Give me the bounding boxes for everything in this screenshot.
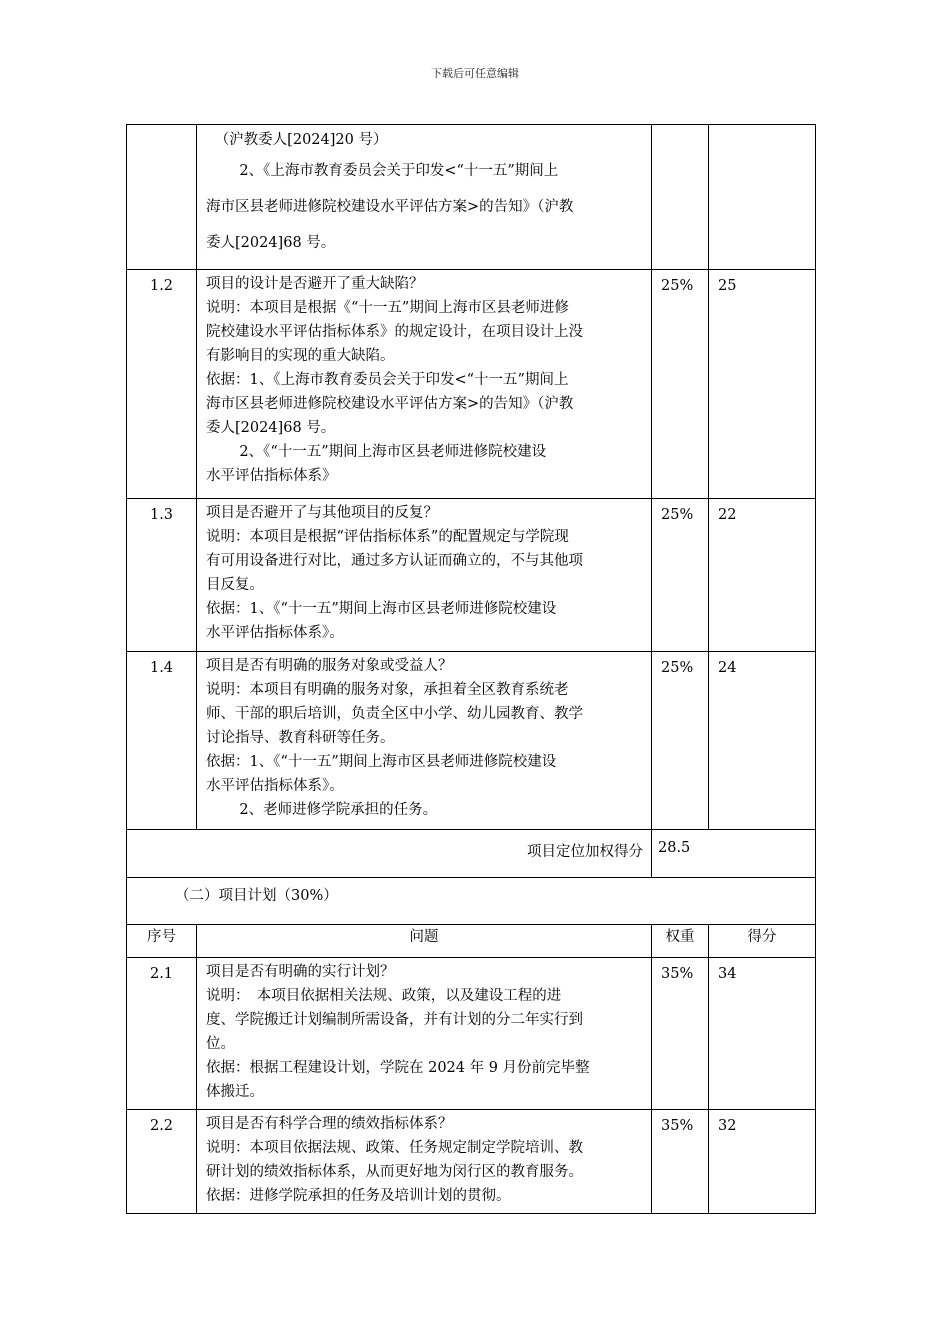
text-line: 委人[2024]68 号。: [206, 420, 336, 436]
text-line: （沪教委人[2024]20 号）: [214, 132, 388, 148]
text-line: 目反复。: [206, 577, 264, 593]
row-number: 2.2: [127, 1110, 197, 1214]
score-value: 22: [709, 499, 816, 652]
text-line: 依据：1、《上海市教育委员会关于印发<“十一五”期间上: [206, 372, 569, 388]
weight-value: 25%: [652, 270, 709, 499]
question-cell: [197, 125, 652, 270]
weight-value: 25%: [652, 499, 709, 652]
score-value: 32: [709, 1110, 816, 1214]
weight-cell: [652, 125, 709, 270]
text-line: 项目是否避开了与其他项目的反复？: [206, 505, 438, 521]
weight-value: 35%: [652, 1110, 709, 1214]
text-line: 依据：根据工程建设计划，学院在 2024 年 9 月份前完毕整: [206, 1060, 590, 1076]
text-line: 说明：本项目依据法规、政策、任务规定制定学院培训、教: [206, 1140, 583, 1156]
section-row: [127, 878, 816, 925]
table-row-continuation: [127, 125, 816, 270]
row-number: 1.4: [127, 652, 197, 830]
text-line: 项目是否有明确的服务对象或受益人？: [206, 658, 453, 674]
text-line: 院校建设水平评估指标体系》的规定设计，在项目设计上没: [206, 324, 583, 340]
weight-value: 25%: [652, 652, 709, 830]
row-number: 1.2: [127, 270, 197, 499]
text-line: 项目是否有科学合理的绩效指标体系？: [206, 1116, 453, 1132]
question-cell: [197, 270, 652, 499]
question-cell: [197, 1110, 652, 1214]
text-line: 师、干部的职后培训，负责全区中小学、幼儿园教育、教学: [206, 706, 583, 722]
summary-row: [127, 830, 816, 878]
table-row: [127, 958, 816, 1110]
text-line: 项目是否有明确的实行计划？: [206, 964, 395, 980]
row-number-cell: [127, 125, 197, 270]
table-row: [127, 499, 816, 652]
text-line: 委人[2024]68 号。: [206, 235, 336, 251]
evaluation-table: [126, 124, 816, 1214]
score-value: 34: [709, 958, 816, 1110]
text-line: 2、老师进修学院承担的任务。: [239, 802, 438, 818]
text-line: 水平评估指标体系》。: [206, 778, 344, 794]
question-cell: [197, 958, 652, 1110]
text-line: 有影响目的实现的重大缺陷。: [206, 348, 395, 364]
text-line: 讨论指导、教育科研等任务。: [206, 730, 395, 746]
text-line: 体搬迁。: [206, 1084, 264, 1100]
text-line: 水平评估指标体系》。: [206, 625, 344, 641]
text-line: 2、《上海市教育委员会关于印发<“十一五”期间上: [239, 163, 559, 179]
text-line: 依据：1、《“十一五”期间上海市区县老师进修院校建设: [206, 601, 557, 617]
text-line: 依据：1、《“十一五”期间上海市区县老师进修院校建设: [206, 754, 557, 770]
question-cell: [197, 652, 652, 830]
text-line: 有可用设备进行对比，通过多方认证而确立的，不与其他项: [206, 553, 583, 569]
text-line: 研计划的绩效指标体系，从而更好地为闵行区的教育服务。: [206, 1164, 583, 1180]
text-line: 说明：本项目有明确的服务对象，承担着全区教育系统老: [206, 682, 569, 698]
score-value: 24: [709, 652, 816, 830]
text-line: 依据：进修学院承担的任务及培训计划的贯彻。: [206, 1188, 511, 1204]
header-question: 问题: [197, 925, 652, 958]
header-number: 序号: [127, 925, 197, 958]
text-line: 位。: [206, 1036, 235, 1052]
text-line: 说明： 本项目依据相关法规、政策，以及建设工程的进: [206, 988, 562, 1004]
summary-value: 28.5: [652, 830, 816, 878]
table-row: [127, 270, 816, 499]
section-title: （二）项目计划（30%）: [127, 878, 816, 925]
weight-value: 35%: [652, 958, 709, 1110]
score-cell: [709, 125, 816, 270]
question-cell: [197, 499, 652, 652]
score-value: 25: [709, 270, 816, 499]
header-weight: 权重: [652, 925, 709, 958]
text-line: 海市区县老师进修院校建设水平评估方案>的告知》（沪教: [206, 199, 574, 215]
row-number: 2.1: [127, 958, 197, 1110]
table-header-row: [127, 925, 816, 958]
row-number: 1.3: [127, 499, 197, 652]
text-line: 海市区县老师进修院校建设水平评估方案>的告知》（沪教: [206, 396, 574, 412]
table-row: [127, 1110, 816, 1214]
text-line: 水平评估指标体系》: [206, 468, 337, 484]
text-line: 度、学院搬迁计划编制所需设备，并有计划的分二年实行到: [206, 1012, 583, 1028]
table-row: [127, 652, 816, 830]
text-line: 2、《“十一五”期间上海市区县老师进修院校建设: [239, 444, 547, 460]
summary-label: 项目定位加权得分: [127, 830, 652, 878]
page-header: 下载后可任意编辑: [431, 67, 519, 80]
text-line: 说明：本项目是根据《“十一五”期间上海市区县老师进修: [206, 300, 569, 316]
header-score: 得分: [709, 925, 816, 958]
text-line: 说明：本项目是根据“评估指标体系”的配置规定与学院现: [206, 529, 569, 545]
text-line: 项目的设计是否避开了重大缺陷？: [206, 276, 424, 292]
